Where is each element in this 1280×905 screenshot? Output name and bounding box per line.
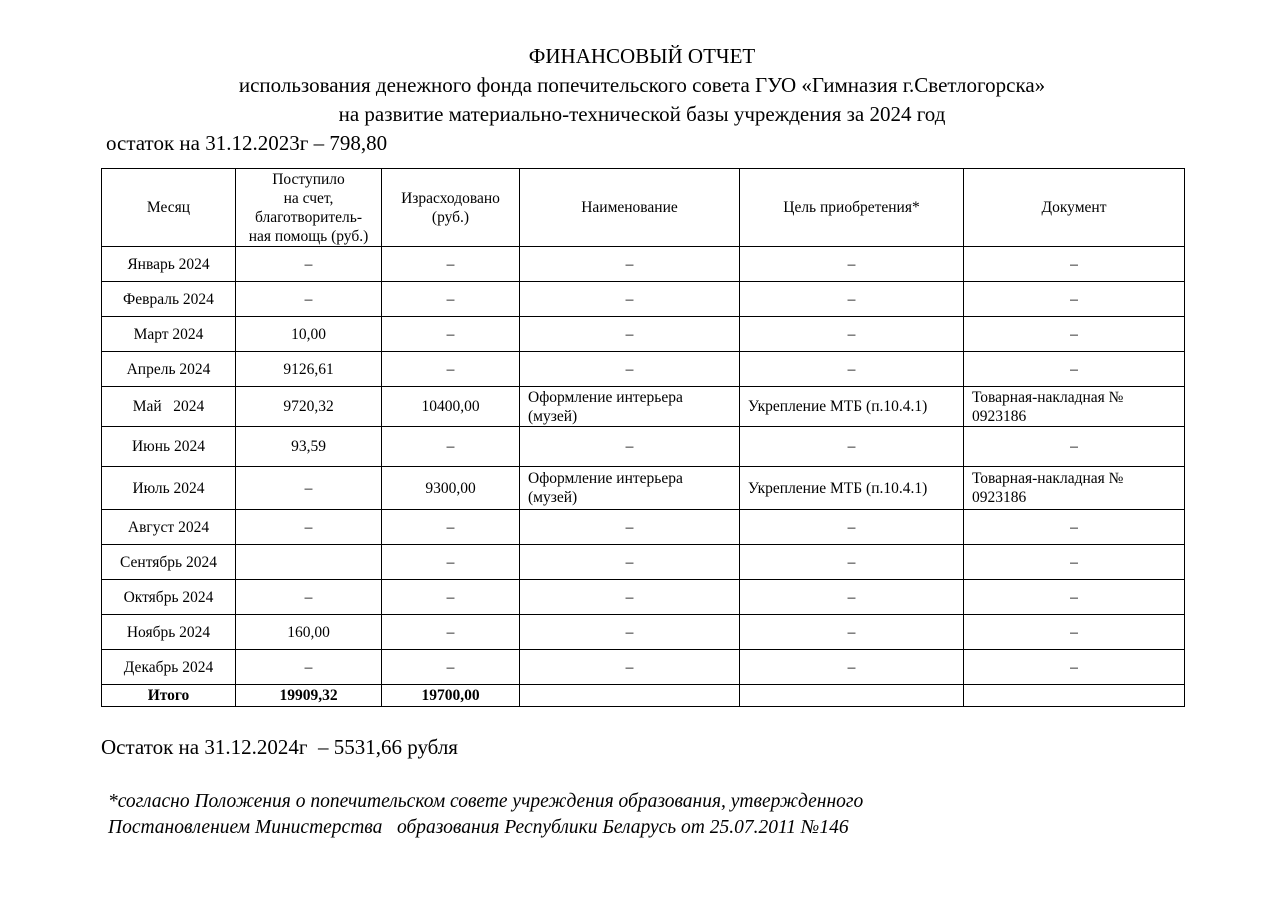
cell-spent: – [382, 580, 520, 615]
header-received-line: Поступило [272, 170, 345, 188]
cell-spent: – [382, 427, 520, 467]
cell-name: – [520, 317, 740, 352]
table-header-row [102, 169, 1185, 247]
cell-document: – [964, 545, 1185, 580]
cell-document: – [964, 317, 1185, 352]
table-total-row [102, 685, 1185, 707]
header-month: Месяц [102, 169, 236, 247]
header-received-line: на счет, [283, 189, 334, 207]
cell-spent: – [382, 247, 520, 282]
cell-month: Июнь 2024 [102, 427, 236, 467]
cell-received: – [236, 282, 382, 317]
cell-received: 160,00 [236, 615, 382, 650]
cell-name: – [520, 580, 740, 615]
cell-document: – [964, 510, 1185, 545]
closing-balance: Остаток на 31.12.2024г – 5531,66 рубля [101, 735, 458, 759]
total-empty-cell [520, 685, 740, 707]
header-received-line: благотворитель- [254, 208, 363, 226]
cell-name: – [520, 427, 740, 467]
cell-purpose: – [740, 510, 964, 545]
cell-month: Март 2024 [102, 317, 236, 352]
table-row [102, 580, 1185, 615]
cell-month: Декабрь 2024 [102, 650, 236, 685]
cell-month: Июль 2024 [102, 467, 236, 510]
cell-received: – [236, 580, 382, 615]
header-received-line: ная помощь (руб.) [248, 227, 369, 245]
cell-purpose: Укрепление МТБ (п.10.4.1) [740, 387, 964, 427]
cell-document: Товарная-накладная № 0923186 [964, 467, 1185, 510]
cell-purpose: – [740, 282, 964, 317]
cell-purpose: – [740, 650, 964, 685]
cell-month: Ноябрь 2024 [102, 615, 236, 650]
cell-purpose: – [740, 427, 964, 467]
cell-spent: – [382, 282, 520, 317]
cell-purpose: – [740, 317, 964, 352]
report-header [0, 42, 1280, 129]
cell-spent: – [382, 545, 520, 580]
total-label: Итого [102, 685, 236, 707]
cell-document: – [964, 580, 1185, 615]
cell-month: Апрель 2024 [102, 352, 236, 387]
total-empty-cell [964, 685, 1185, 707]
cell-received: – [236, 247, 382, 282]
cell-received: 9126,61 [236, 352, 382, 387]
report-title: ФИНАНСОВЫЙ ОТЧЕТ [528, 44, 756, 68]
table-row [102, 427, 1185, 467]
table-row [102, 387, 1185, 427]
cell-received: – [236, 510, 382, 545]
header-spent-line: (руб.) [431, 208, 470, 226]
header-spent-line: Израсходовано [401, 189, 500, 207]
cell-month: Сентябрь 2024 [102, 545, 236, 580]
cell-document: – [964, 615, 1185, 650]
total-empty-cell [740, 685, 964, 707]
cell-month: Август 2024 [102, 510, 236, 545]
cell-purpose: – [740, 352, 964, 387]
cell-purpose: – [740, 247, 964, 282]
header-document: Документ [964, 169, 1185, 247]
cell-purpose: Укрепление МТБ (п.10.4.1) [740, 467, 964, 510]
header-spent [382, 169, 520, 247]
cell-document: – [964, 352, 1185, 387]
footnote-line-2: Постановлением Министерства образования Республики Беларусь от 25.07.2011 №146 [108, 817, 849, 838]
table-row [102, 650, 1185, 685]
header-name: Наименование [520, 169, 740, 247]
cell-received: 10,00 [236, 317, 382, 352]
cell-received: 9720,32 [236, 387, 382, 427]
table-row [102, 510, 1185, 545]
cell-spent: – [382, 510, 520, 545]
cell-document: – [964, 427, 1185, 467]
report-subtitle-1: использования денежного фонда попечительского совета ГУО «Гимназия г.Светлогорска» [238, 73, 1046, 97]
cell-name: Оформление интерьера (музей) [520, 467, 740, 510]
cell-received: – [236, 467, 382, 510]
cell-name: Оформление интерьера (музей) [520, 387, 740, 427]
cell-month: Октябрь 2024 [102, 580, 236, 615]
table-row [102, 352, 1185, 387]
cell-name: – [520, 282, 740, 317]
cell-month: Май 2024 [102, 387, 236, 427]
opening-balance: остаток на 31.12.2023г – 798,80 [106, 131, 388, 155]
cell-spent: 10400,00 [382, 387, 520, 427]
cell-purpose: – [740, 580, 964, 615]
cell-name: – [520, 510, 740, 545]
cell-name: – [520, 247, 740, 282]
cell-name: – [520, 615, 740, 650]
table-row [102, 467, 1185, 510]
cell-name: – [520, 650, 740, 685]
header-purpose: Цель приобретения* [740, 169, 964, 247]
cell-spent: – [382, 352, 520, 387]
table-row [102, 317, 1185, 352]
cell-document: – [964, 650, 1185, 685]
cell-name: – [520, 352, 740, 387]
footnote [108, 789, 863, 841]
table-row [102, 545, 1185, 580]
cell-purpose: – [740, 545, 964, 580]
cell-document: – [964, 282, 1185, 317]
cell-purpose: – [740, 615, 964, 650]
cell-month: Январь 2024 [102, 247, 236, 282]
financial-table [101, 168, 1185, 707]
cell-name: – [520, 545, 740, 580]
cell-month: Февраль 2024 [102, 282, 236, 317]
footnote-line-1: *согласно Положения о попечительском совете учреждения образования, утвержденного [108, 791, 864, 812]
cell-received: – [236, 650, 382, 685]
total-spent: 19700,00 [382, 685, 520, 707]
table-row [102, 282, 1185, 317]
cell-document: – [964, 247, 1185, 282]
cell-spent: – [382, 317, 520, 352]
cell-received: 93,59 [236, 427, 382, 467]
table-row [102, 247, 1185, 282]
cell-received [236, 545, 382, 580]
report-subtitle-2: на развитие материально-технической базы учреждения за 2024 год [338, 102, 946, 126]
header-received [236, 169, 382, 247]
cell-spent: – [382, 615, 520, 650]
cell-document: Товарная-накладная № 0923186 [964, 387, 1185, 427]
cell-spent: 9300,00 [382, 467, 520, 510]
total-received: 19909,32 [236, 685, 382, 707]
table-row [102, 615, 1185, 650]
cell-spent: – [382, 650, 520, 685]
